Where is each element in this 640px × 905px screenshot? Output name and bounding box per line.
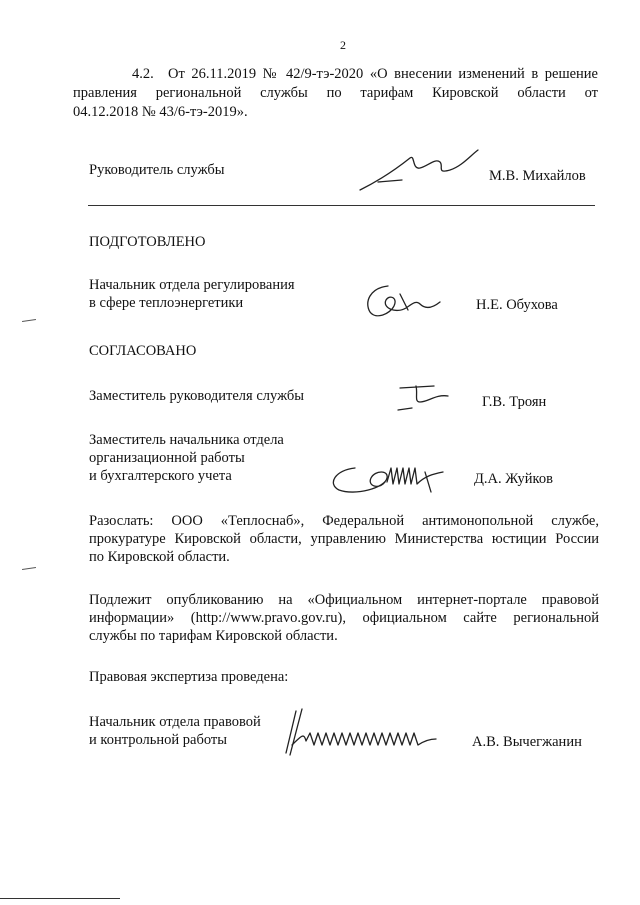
agreed-signer2-position-line2: организационной работы [89,450,245,466]
prepared-name: Н.Е. Обухова [476,297,558,313]
head-name: М.В. Михайлов [489,168,586,184]
legal-review-position-line2: и контрольной работы [89,732,227,748]
item-text-line2: правления региональной службы по тарифам Кировской области от [73,85,598,101]
distribution-line3: по Кировской области. [89,549,230,565]
page-number: 2 [340,38,346,52]
agreed-signer2-signature [325,458,460,500]
legal-review-position-line1: Начальник отдела правовой [89,714,261,730]
agreed-signer2-position-line1: Заместитель начальника отдела [89,432,284,448]
scan-mark [22,567,36,570]
legal-review-name: А.В. Вычегжанин [472,734,582,750]
scan-mark [22,319,36,322]
head-position: Руководитель службы [89,162,225,178]
agreed-signer1-position: Заместитель руководителя службы [89,388,305,404]
prepared-position-line1: Начальник отдела регулирования [89,277,295,293]
agreed-signer1-name: Г.В. Троян [482,394,547,410]
agreed-signer2-position-line3: и бухгалтерского учета [89,468,232,484]
separator-line [88,205,595,206]
footer-line [0,898,120,899]
prepared-heading: ПОДГОТОВЛЕНО [89,234,206,250]
legal-review-signature [272,705,452,760]
agreed-signer2-name: Д.А. Жуйков [474,471,553,487]
publication-line2: информации» (http://www.pravo.gov.ru), официальном сайте региональной [89,610,599,626]
publication-line3: службы по тарифам Кировской области. [89,628,338,644]
distribution-line2: прокуратуре Кировской области, управлению Министерства юстиции России [89,531,599,547]
prepared-position-line2: в сфере теплоэнергетики [89,295,244,311]
distribution-line1: Разослать: ООО «Теплоснаб», Федеральной антимонопольной службе, [89,513,599,529]
agreed-heading: СОГЛАСОВАНО [89,343,197,359]
publication-line1: Подлежит опубликованию на «Официальном интернет-портале правовой [89,592,599,608]
item-number: 4.2. [132,66,154,82]
prepared-signature [360,280,450,325]
item-text-line1: От 26.11.2019 № 42/9-тэ-2020 «О внесении изменений в решение [168,66,598,82]
head-signature [340,140,490,205]
item-text-line3: 04.12.2018 № 43/6-тэ-2019». [73,104,248,120]
agreed-signer1-signature [392,380,462,415]
legal-review-text: Правовая экспертиза проведена: [89,669,289,685]
